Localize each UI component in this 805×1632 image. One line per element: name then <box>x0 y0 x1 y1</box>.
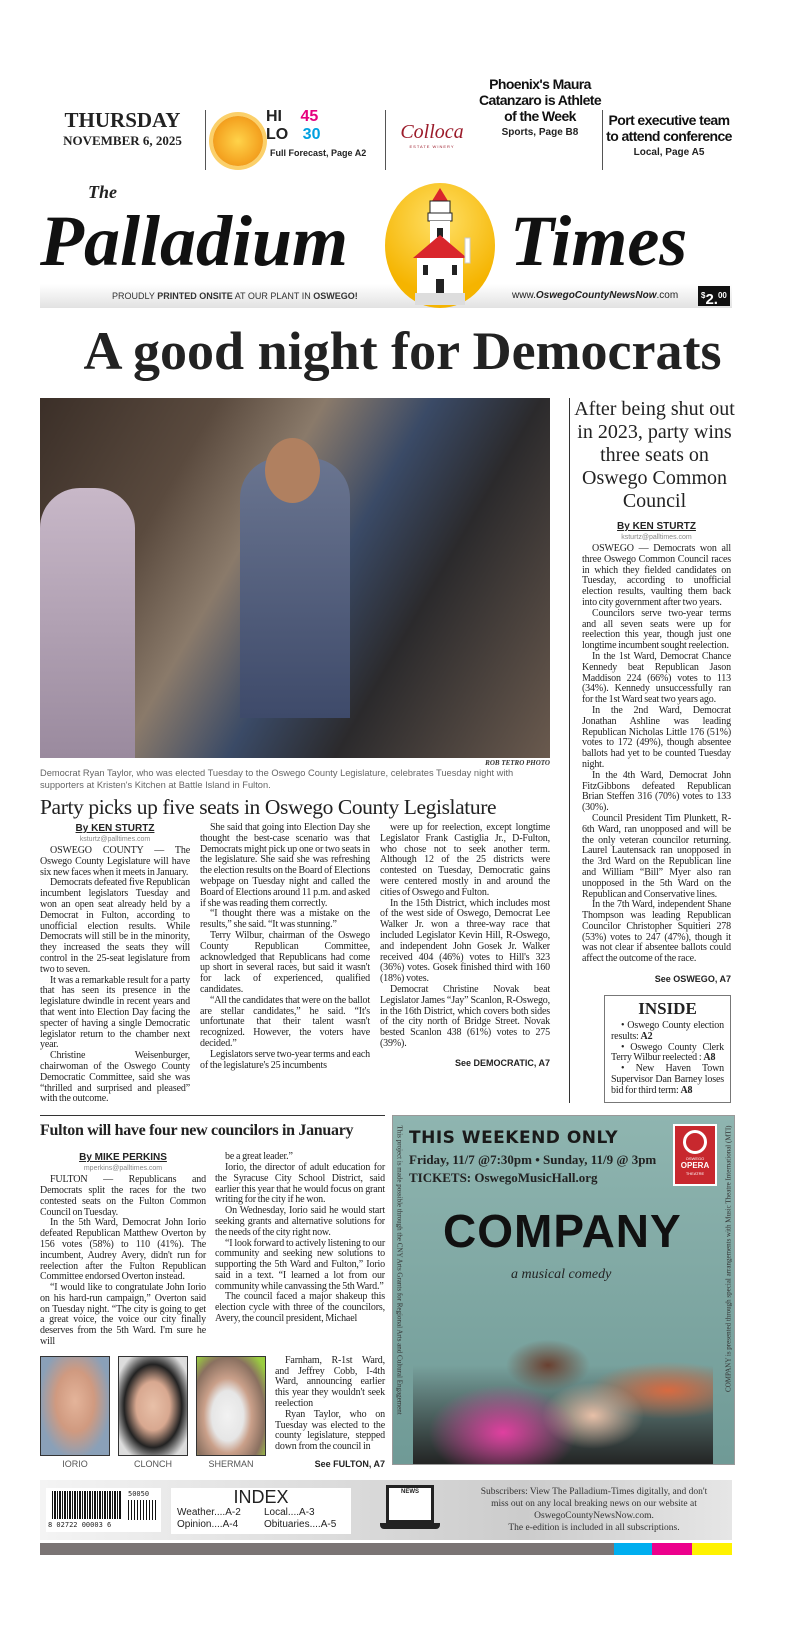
index-page: A-2 <box>225 1507 241 1519</box>
subscriber-line: The e-edition is included in all subscriptions. <box>508 1523 680 1534</box>
ad-tickets[interactable]: TICKETS: OswegoMusicHall.org <box>409 1170 598 1186</box>
ad-cast-photo <box>413 1298 713 1465</box>
index-label: Weather <box>177 1507 215 1519</box>
color-swatch-magenta <box>652 1543 692 1555</box>
headshot-clonch-block <box>118 1356 188 1470</box>
inside-item[interactable] <box>611 1064 724 1096</box>
masthead-tagline: PROUDLY PRINTED ONSITE AT OUR PLANT IN OSWEGO! <box>112 291 358 301</box>
fulton-col-1 <box>40 1152 206 1348</box>
jump-link[interactable]: See FULTON, A7 <box>314 1459 385 1470</box>
paragraph: “I would like to congratulate John Iorio on his hard-run campaign,” Overton said on Tuesday night. “The city is going to get a great voice, the voice our city finally deserves from the 5th Ward. I'm sure he will <box>40 1282 206 1348</box>
photo-subject-head <box>265 438 320 503</box>
subscriber-line: Subscribers: View The Palladium-Times digitally, and don't <box>480 1487 708 1498</box>
article-body <box>582 544 731 965</box>
paragraph: Christine Weisenburger, chairwoman of the Oswego County Democratic Committee, said she was “thrilled and surprised and pleased” with the outcome. <box>40 1050 190 1105</box>
index-box <box>171 1488 351 1534</box>
paragraph: Ryan Taylor, who on Tuesday was elected to the county legislature, stepped down from the council in <box>275 1408 385 1453</box>
inside-item[interactable] <box>611 1043 724 1065</box>
paragraph: FULTON — Republicans and Democrats split the races for the two contested seats on the Fulton Common Council on Tuesday. <box>40 1174 206 1218</box>
county-headline: Party picks up five seats in Oswego County Legislature <box>40 795 497 819</box>
issue-day: THURSDAY <box>64 108 181 132</box>
paragraph: OSWEGO — Democrats won all three Oswego Common Council races in which they fielded candidates on Tuesday, according to unofficial election results, vaulting them back into city government after two years. <box>582 543 731 608</box>
barcode-addon-number: 50050 <box>128 1490 150 1499</box>
paragraph: Democrats defeated five Republican incumbent legislators Tuesday and won an open seat already held by a Democrat in Fulton, according to unofficial election results. While Democrats will still be in the minority, they increased the seats they will control in the 25-seat legislature from two to seven. <box>40 877 190 975</box>
paragraph: In the 7th Ward, independent Shane Thompson was leading Republican Councilor Christopher Squitieri 278 (53%) votes to 247 (47%), though it was not clear if absentee ballots could affect the outcome of the race. <box>582 899 731 965</box>
ad-subtitle: a musical comedy <box>511 1267 612 1283</box>
paragraph: In the 2nd Ward, Democrat Jonathan Ashline was leading Republican Nicholas Little 176 (51%) votes to 172 (49%), though absentee ballots had yet to be counted Tuesday night. <box>582 704 731 770</box>
inside-item-text: • Oswego County election results: <box>611 1020 724 1042</box>
masthead-name-left: Palladium <box>40 201 349 281</box>
article-body <box>40 1175 206 1348</box>
index-list <box>177 1507 345 1531</box>
fulton-headline: Fulton will have four new councilors in January <box>40 1115 385 1140</box>
left-column <box>40 398 550 1105</box>
paragraph: In the 4th Ward, Democrat John FitzGibbons defeated Republican Brian Steffen 316 (70%) votes to 133 (30%). <box>582 769 731 814</box>
county-col-3 <box>380 823 550 1069</box>
teaser-port-ref: Local, Page A5 <box>633 147 705 158</box>
inside-item-text: • Oswego County Clerk Terry Wilbur reelected : <box>611 1041 724 1064</box>
paragraph: Legislators serve two-year terms and each of the legislature's 25 incumbents <box>200 1048 370 1071</box>
index-item[interactable]: Opinion....A-4 <box>177 1519 239 1531</box>
company-ad[interactable] <box>392 1115 735 1465</box>
inside-list <box>611 1021 724 1097</box>
oswego-headline: After being shut out in 2023, party wins three seats on Oswego Common Council <box>574 398 735 512</box>
fulton-col-2 <box>215 1152 385 1325</box>
paragraph: Councilors serve two-year terms and all seven seats were up for reelection this year, though just one longtime incumbent sought reelection. <box>582 607 731 652</box>
inside-box <box>604 995 731 1103</box>
oswego-article <box>574 521 735 985</box>
paragraph: were up for reelection, except longtime Legislator Frank Castiglia Jr., D-Fulton, who chose not to seek another term. Although 12 of the 25 districts were contested on Tuesday, Democratic gains were centered mostly in and around the cities of Oswego and Fulton. <box>380 822 550 898</box>
barcode <box>46 1488 161 1532</box>
index-page: A-3 <box>299 1507 315 1519</box>
headshot-caption: IORIO <box>62 1458 88 1469</box>
headshot-clonch <box>118 1356 188 1456</box>
color-bar <box>40 1543 732 1555</box>
weather-lo: LO 30 <box>266 126 321 143</box>
paragraph: OSWEGO COUNTY — The Oswego County Legislature will have six new faces when it meets in January. <box>40 845 190 878</box>
logo-text: OSWEGO <box>685 1156 705 1162</box>
county-col-2 <box>200 823 370 1071</box>
paragraph: Terry Wilbur, chairman of the Oswego County Republican Committee, acknowledged that Republicans had come up short in several races, but said it wasn't for lack of experienced, qualified candidates. <box>200 929 370 995</box>
headshot-iorio <box>40 1356 110 1456</box>
lighthouse-icon <box>385 183 495 308</box>
right-column <box>569 398 735 1103</box>
paragraph: In the 1st Ward, Democrat Chance Kennedy beat Republican Jason Maddison 224 (66%) votes to 113 (34%). Kennedy unsuccessfully ran for the 1st Ward seat two years ago. <box>582 650 731 706</box>
ad-license-note: COMPANY is presented through special arrangements with Music Theatre International (MTI) <box>724 1125 733 1393</box>
masthead-the: The <box>88 182 117 202</box>
paragraph: be a great leader.” <box>225 1151 293 1163</box>
inside-item-text: • New Haven Town Supervisor Dan Barney loses bid for third term: <box>611 1063 724 1096</box>
paragraph: She said that going into Election Day she thought the best-case scenario was that Democrats might pick up one or two seats in the legislature. She said she was refreshing the election results on the Board of Elections webpage on Tuesday night and called the Board of Elections around 11 p.m. and asked if she was reading them correctly. <box>200 822 370 909</box>
byline: By KEN STURTZ <box>75 823 155 834</box>
barcode-addon-icon <box>128 1500 156 1520</box>
ad-dates: Friday, 11/7 @7:30pm • Sunday, 11/9 @ 3pm <box>409 1152 657 1168</box>
paragraph: Iorio, the director of adult education for the Syracuse City School District, said earlier this year that he would focus on grant writing for the city if he won. <box>215 1161 385 1206</box>
paragraph: Council President Tim Plunkett, R-6th Ward, ran unopposed and will be the only veteran councilor returning. Laurel Lautensack ran unopposed in the 3rd Ward on the Republican line and William “Bill” Myer also ran unopposed in the 5th Ward on the Republican and Conservative lines. <box>582 812 731 900</box>
inside-item-page: A8 <box>680 1084 693 1096</box>
subscriber-line: OswegoCountyNewsNow.com. <box>534 1511 654 1522</box>
index-item[interactable]: Weather....A-2 <box>177 1507 241 1519</box>
teaser-athlete-block <box>478 76 602 139</box>
county-col-1 <box>40 823 190 1105</box>
index-title: INDEX <box>233 1487 289 1508</box>
paragraph: It was a remarkable result for a party that has seen its presence in the legislature dwindle in recent years and that went into Election Day facing the specter of having a single Democratic legislator return to the chamber next year. <box>40 974 190 1051</box>
headshot-caption: CLONCH <box>133 1458 172 1469</box>
issue-date: NOVEMBER 6, 2025 <box>63 133 182 148</box>
paragraph: “I look forward to actively listening to our community and seeking new solutions to supporting the 5th Ward and Fulton,” Iorio said in a text. “I learned a lot from our community while canvassing the 5th Ward.” <box>215 1237 385 1292</box>
paragraph: In the 5th Ward, Democrat John Iorio defeated Republican Matthew Overton by 156 votes (58%) to 110 (41%). The incumbent, Audrey Avery, didn't run for reelection after the Fulton Republican Committee endorsed Overton instead. <box>40 1217 206 1283</box>
teaser-port[interactable]: Port executive team to attend conference <box>606 112 732 144</box>
weather-hi: HI 45 <box>266 108 319 125</box>
photo-credit: ROB TETRO PHOTO <box>485 759 550 767</box>
barcode-icon <box>52 1491 122 1519</box>
forecast-link[interactable]: Full Forecast, Page A2 <box>270 148 367 158</box>
fulton-article <box>40 1115 385 1470</box>
headshot-sherman <box>196 1356 266 1456</box>
index-page: A-4 <box>222 1519 239 1531</box>
jump-link[interactable]: See DEMOCRATIC, A7 <box>454 1057 550 1068</box>
color-swatch-cyan <box>614 1543 652 1555</box>
jump-link[interactable]: See OSWEGO, A7 <box>654 974 731 985</box>
photo-caption: Democrat Ryan Taylor, who was elected Tuesday to the Oswego County Legislature, celebrates Tuesday night with supporters at Kristen's Kitchen at Battle Island in Fulton. <box>40 768 514 790</box>
fulton-col-2b-block <box>275 1356 385 1470</box>
inside-item-page: A2 <box>640 1030 653 1042</box>
main-content <box>40 398 735 1555</box>
teaser-port-block <box>604 112 734 159</box>
ad-show-title: COMPANY <box>443 1205 682 1258</box>
index-page: A-5 <box>320 1519 337 1531</box>
ad-title: THIS WEEKEND ONLY <box>409 1128 619 1149</box>
color-swatch-yellow <box>692 1543 732 1555</box>
sponsor-logo: Colloca ESTATE WINERY <box>400 121 464 149</box>
ad-grant-note: This project is made possible through the CNY Arts Grants for Regional Arts and Cultural Engagement <box>395 1125 404 1415</box>
logo-text: THEATRE <box>685 1171 705 1177</box>
index-label: Local <box>264 1507 288 1519</box>
news-label: NEWS <box>389 1488 431 1520</box>
logo-text: OPERA <box>680 1161 710 1171</box>
index-label: Obituaries <box>264 1519 310 1531</box>
headshot-caption: SHERMAN <box>208 1458 254 1469</box>
byline: By MIKE PERKINS <box>79 1152 167 1164</box>
index-label: Opinion <box>177 1519 212 1531</box>
paragraph: Farnham, R-1st Ward, and Jeffrey Cobb, I-4th Ward, announcing earlier this year they wouldn't seek reelection <box>275 1354 385 1410</box>
inside-item-page: A8 <box>703 1052 716 1064</box>
author-email[interactable]: mperkins@palltimes.com <box>83 1165 163 1173</box>
barcode-number: 8 02722 00003 6 <box>48 1521 112 1530</box>
sun-icon <box>213 116 263 166</box>
subscriber-notice <box>458 1486 730 1534</box>
divider <box>205 110 206 170</box>
masthead-name-right: Times <box>510 201 688 281</box>
teaser-athlete[interactable]: Phoenix's Maura Catanzaro is Athlete of the Week <box>478 76 602 124</box>
fulton-col-2b <box>275 1356 385 1453</box>
laptop-news-icon <box>380 1483 440 1533</box>
opera-theatre-logo <box>673 1124 717 1186</box>
index-item[interactable]: Local....A-3 <box>264 1507 315 1519</box>
paragraph: Democrat Christine Novak beat Legislator James “Jay” Scanlon, R-Oswego, in the 16th District, which covers both sides of the city north of Bridge Street. Novak bested Scanlon 438 (61%) votes to 275 (39%). <box>380 983 550 1049</box>
article-body <box>380 823 550 1050</box>
photo-supporter <box>40 488 135 758</box>
author-email[interactable]: ksturtz@palltimes.com <box>79 836 151 843</box>
lead-photo <box>40 398 550 758</box>
main-headline: A good night for Democrats <box>83 321 722 381</box>
headshot-sherman-block <box>196 1356 266 1470</box>
teaser-athlete-ref: Sports, Page B8 <box>501 127 579 138</box>
paragraph: The council faced a major shakeup this election cycle with three of the councilors, Avery, the council president, Michael <box>215 1291 385 1325</box>
inside-title: INSIDE <box>638 999 697 1019</box>
subscriber-line: miss out on any local breaking news on our website at <box>491 1499 697 1510</box>
author-email[interactable]: ksturtz@palltimes.com <box>621 534 692 541</box>
lighthouse-logo <box>385 183 495 308</box>
paragraph: On Wednesday, Iorio said he would start seeking grants and alternative solutions for the needs of the city right now. <box>215 1205 385 1238</box>
index-item[interactable]: Obituaries....A-5 <box>264 1519 337 1531</box>
byline: By KEN STURTZ <box>617 521 696 532</box>
article-body <box>40 846 190 1105</box>
divider <box>602 110 603 170</box>
logo-ring-icon <box>683 1130 707 1154</box>
footer-bar <box>40 1480 732 1540</box>
paragraph: In the 15th District, which includes most of the west side of Oswego, Democrat Lee Walker Jr. won a three-way race that included Legislator Kevin Hill, R-Oswego, and independent John Gosek Jr. Walker received 404 (46%) votes to Hill's 323 (36%) votes. Gosek finished third with 160 (18%) votes. <box>380 897 550 985</box>
divider <box>385 110 386 170</box>
price-badge: $2.00 <box>698 286 730 306</box>
headshot-iorio-block <box>40 1356 110 1470</box>
paragraph: “I thought there was a mistake on the results,” she said. “It was stunning.” <box>200 908 370 931</box>
website-link[interactable]: www.OswegoCountyNewsNow.com <box>512 290 679 301</box>
inside-item[interactable] <box>611 1021 724 1043</box>
paragraph: “All the candidates that were on the ballot are stellar candidates,” he said. “It's unfortunate that their talent wasn't recognized. However, the voters have decided.” <box>200 994 370 1049</box>
